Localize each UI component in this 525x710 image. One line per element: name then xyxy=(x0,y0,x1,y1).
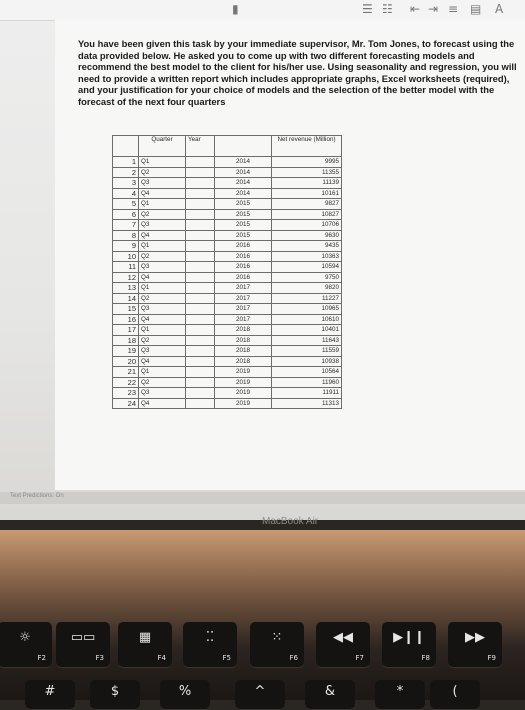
row-index: 19 xyxy=(113,346,139,357)
revenue-cell: 9820 xyxy=(272,283,342,294)
revenue-cell: 9630 xyxy=(272,230,342,241)
year-cell: 2017 xyxy=(215,314,272,325)
key-symbol: # xyxy=(44,684,56,699)
key-f3[interactable] xyxy=(56,622,110,668)
number-key[interactable] xyxy=(375,680,425,710)
table-header-row xyxy=(113,136,342,157)
keyboard-light-up-icon: ⁙ xyxy=(271,630,283,645)
year-cell: 2016 xyxy=(215,251,272,262)
row-index: 22 xyxy=(113,377,139,388)
year-cell: 2019 xyxy=(215,367,272,378)
year-cell: 2019 xyxy=(215,377,272,388)
revenue-cell: 11227 xyxy=(272,293,342,304)
year-cell-spacer xyxy=(186,314,215,325)
row-index: 2 xyxy=(113,167,139,178)
table-row xyxy=(113,398,342,409)
quarter-cell: Q4 xyxy=(139,230,186,241)
row-index: 24 xyxy=(113,398,139,409)
brightness-up-icon: ☼ xyxy=(19,630,31,645)
revenue-cell: 9435 xyxy=(272,241,342,252)
year-cell: 2015 xyxy=(215,220,272,231)
year-cell: 2017 xyxy=(215,293,272,304)
header-spacer xyxy=(215,136,272,157)
launchpad-icon: ▦ xyxy=(138,630,152,645)
laptop-brand-label: MacBook Air xyxy=(262,516,319,527)
year-cell-spacer xyxy=(186,220,215,231)
year-cell: 2017 xyxy=(215,304,272,315)
task-paragraph: You have been given this task by your immediate supervisor, Mr. Tom Jones, to forecast using the data provided below. He asked you to come up with two different forecasting models and recommend the best model to the client for his/her use. Using seasonality and regression, you will need to provide a written report which includes appropriate graphs, Excel worksheets (required), and your justification for your choice of models and the selection of the better model with the forecast of the next four quarters xyxy=(78,38,517,107)
list-numbers-icon[interactable]: ☷ xyxy=(382,2,393,16)
header-quarter: Quarter xyxy=(139,136,186,157)
table-row xyxy=(113,367,342,378)
revenue-cell: 10938 xyxy=(272,356,342,367)
year-cell: 2018 xyxy=(215,325,272,336)
row-index: 23 xyxy=(113,388,139,399)
key-f5[interactable] xyxy=(183,622,237,668)
year-cell-spacer xyxy=(186,167,215,178)
quarter-cell: Q2 xyxy=(139,335,186,346)
revenue-cell: 10610 xyxy=(272,314,342,325)
key-f4[interactable] xyxy=(118,622,172,668)
year-cell: 2018 xyxy=(215,356,272,367)
table-row xyxy=(113,209,342,220)
row-index: 21 xyxy=(113,367,139,378)
year-cell: 2014 xyxy=(215,188,272,199)
header-index xyxy=(113,136,139,157)
key-label: F2 xyxy=(37,654,46,662)
revenue-cell: 9750 xyxy=(272,272,342,283)
table-row xyxy=(113,346,342,357)
year-cell-spacer xyxy=(186,293,215,304)
year-cell-spacer xyxy=(186,335,215,346)
revenue-cell: 10827 xyxy=(272,209,342,220)
quarter-cell: Q3 xyxy=(139,304,186,315)
row-index: 10 xyxy=(113,251,139,262)
year-cell: 2015 xyxy=(215,199,272,210)
year-cell-spacer xyxy=(186,262,215,273)
quarter-cell: Q2 xyxy=(139,251,186,262)
quarter-cell: Q3 xyxy=(139,346,186,357)
key-symbol: ( xyxy=(452,684,458,699)
quarter-cell: Q1 xyxy=(139,325,186,336)
revenue-table xyxy=(112,135,342,409)
quarter-cell: Q2 xyxy=(139,209,186,220)
year-cell: 2019 xyxy=(215,388,272,399)
table-row xyxy=(113,325,342,336)
quarter-cell: Q4 xyxy=(139,314,186,325)
number-key[interactable] xyxy=(25,680,75,710)
year-cell-spacer xyxy=(186,272,215,283)
row-index: 5 xyxy=(113,199,139,210)
color-marker-icon[interactable]: ▮ xyxy=(232,2,239,16)
key-symbol: $ xyxy=(110,684,120,699)
quarter-cell: Q4 xyxy=(139,272,186,283)
quarter-cell: Q4 xyxy=(139,188,186,199)
table-row xyxy=(113,304,342,315)
revenue-cell: 10965 xyxy=(272,304,342,315)
row-index: 20 xyxy=(113,356,139,367)
table-row xyxy=(113,241,342,252)
year-cell-spacer xyxy=(186,377,215,388)
revenue-cell: 11139 xyxy=(272,178,342,189)
revenue-cell: 11355 xyxy=(272,167,342,178)
revenue-cell: 10594 xyxy=(272,262,342,273)
table-row xyxy=(113,178,342,189)
quarter-cell: Q3 xyxy=(139,220,186,231)
year-cell-spacer xyxy=(186,209,215,220)
year-cell-spacer xyxy=(186,304,215,315)
number-key[interactable] xyxy=(235,680,285,710)
header-year: Year xyxy=(186,136,215,157)
key-label: F6 xyxy=(289,654,298,662)
number-key[interactable] xyxy=(305,680,355,710)
keyboard-deck xyxy=(0,530,525,700)
key-label: F5 xyxy=(222,654,231,662)
quarter-cell: Q1 xyxy=(139,199,186,210)
table-row xyxy=(113,272,342,283)
row-index: 15 xyxy=(113,304,139,315)
row-index: 16 xyxy=(113,314,139,325)
year-cell: 2017 xyxy=(215,283,272,294)
table-row xyxy=(113,220,342,231)
year-cell-spacer xyxy=(186,356,215,367)
style-icon[interactable]: ▤ xyxy=(470,2,482,16)
align-icon[interactable]: ≡ xyxy=(448,2,459,16)
quarter-cell: Q2 xyxy=(139,293,186,304)
year-cell-spacer xyxy=(186,251,215,262)
year-cell: 2018 xyxy=(215,335,272,346)
key-symbol: % xyxy=(178,684,192,699)
year-cell-spacer xyxy=(186,388,215,399)
table-row xyxy=(113,167,342,178)
year-cell-spacer xyxy=(186,178,215,189)
row-index: 14 xyxy=(113,293,139,304)
year-cell-spacer xyxy=(186,346,215,357)
row-index: 11 xyxy=(113,262,139,273)
text-predictions-status: Text Predictions: On xyxy=(10,493,64,499)
revenue-cell: 9827 xyxy=(272,199,342,210)
key-label: F7 xyxy=(355,654,364,662)
key-f8[interactable] xyxy=(382,622,436,668)
key-symbol: ^ xyxy=(254,684,266,699)
year-cell: 2018 xyxy=(215,346,272,357)
key-f2[interactable] xyxy=(0,622,52,668)
year-cell-spacer xyxy=(186,367,215,378)
document-toolbar xyxy=(0,0,525,21)
revenue-cell: 10564 xyxy=(272,367,342,378)
row-index: 7 xyxy=(113,220,139,231)
row-index: 1 xyxy=(113,157,139,168)
year-cell: 2019 xyxy=(215,398,272,409)
revenue-cell: 10706 xyxy=(272,220,342,231)
number-key[interactable] xyxy=(90,680,140,710)
year-cell-spacer xyxy=(186,157,215,168)
number-key[interactable] xyxy=(160,680,210,710)
year-cell-spacer xyxy=(186,199,215,210)
year-cell: 2015 xyxy=(215,209,272,220)
year-cell-spacer xyxy=(186,325,215,336)
revenue-cell: 10401 xyxy=(272,325,342,336)
quarter-cell: Q1 xyxy=(139,241,186,252)
key-f9[interactable] xyxy=(448,622,502,668)
mission-control-icon: ▭▭ xyxy=(70,630,96,645)
fast-forward-icon: ▶▶ xyxy=(465,630,485,645)
table-row xyxy=(113,188,342,199)
row-index: 4 xyxy=(113,188,139,199)
quarter-cell: Q4 xyxy=(139,356,186,367)
list-bullets-icon[interactable]: ☰ xyxy=(362,2,373,16)
table-row xyxy=(113,157,342,168)
quarter-cell: Q1 xyxy=(139,157,186,168)
table-row xyxy=(113,356,342,367)
year-cell: 2016 xyxy=(215,272,272,283)
year-cell-spacer xyxy=(186,283,215,294)
indent-icon[interactable]: ⇤ xyxy=(410,2,421,16)
year-cell-spacer xyxy=(186,230,215,241)
key-f7[interactable] xyxy=(316,622,370,668)
status-bar xyxy=(0,492,525,504)
row-index: 9 xyxy=(113,241,139,252)
revenue-cell: 9995 xyxy=(272,157,342,168)
key-label: F4 xyxy=(157,654,166,662)
keyboard-light-down-icon: ⁚⁚ xyxy=(205,630,215,645)
table-row xyxy=(113,314,342,325)
number-key[interactable] xyxy=(430,680,480,710)
play-pause-icon: ▶❙❙ xyxy=(393,630,425,645)
table-row xyxy=(113,283,342,294)
revenue-cell: 11313 xyxy=(272,398,342,409)
quarter-cell: Q2 xyxy=(139,167,186,178)
key-label: F3 xyxy=(95,654,104,662)
rewind-icon: ◀◀ xyxy=(333,630,353,645)
year-cell: 2014 xyxy=(215,157,272,168)
revenue-cell: 11643 xyxy=(272,335,342,346)
year-cell-spacer xyxy=(186,241,215,252)
text-effects-icon[interactable]: A xyxy=(495,2,504,16)
quarter-cell: Q1 xyxy=(139,367,186,378)
revenue-cell: 11960 xyxy=(272,377,342,388)
outdent-icon[interactable]: ⇥ xyxy=(428,2,439,16)
table-row xyxy=(113,335,342,346)
year-cell: 2015 xyxy=(215,230,272,241)
year-cell-spacer xyxy=(186,398,215,409)
quarter-cell: Q4 xyxy=(139,398,186,409)
year-cell: 2014 xyxy=(215,167,272,178)
key-label: F8 xyxy=(421,654,430,662)
year-cell: 2016 xyxy=(215,241,272,252)
key-f6[interactable] xyxy=(250,622,304,668)
quarter-cell: Q1 xyxy=(139,283,186,294)
row-index: 17 xyxy=(113,325,139,336)
row-index: 6 xyxy=(113,209,139,220)
year-cell: 2014 xyxy=(215,178,272,189)
table-row xyxy=(113,293,342,304)
row-index: 18 xyxy=(113,335,139,346)
revenue-cell: 10363 xyxy=(272,251,342,262)
key-symbol: & xyxy=(324,684,336,699)
header-revenue: Net revenue (Million) xyxy=(272,136,342,157)
revenue-cell: 11559 xyxy=(272,346,342,357)
quarter-cell: Q3 xyxy=(139,262,186,273)
revenue-cell: 10161 xyxy=(272,188,342,199)
table-row xyxy=(113,377,342,388)
year-cell-spacer xyxy=(186,188,215,199)
quarter-cell: Q3 xyxy=(139,178,186,189)
key-symbol: * xyxy=(396,684,404,699)
row-index: 13 xyxy=(113,283,139,294)
table-row xyxy=(113,230,342,241)
quarter-cell: Q3 xyxy=(139,388,186,399)
year-cell: 2016 xyxy=(215,262,272,273)
row-index: 12 xyxy=(113,272,139,283)
row-index: 3 xyxy=(113,178,139,189)
revenue-cell: 11911 xyxy=(272,388,342,399)
table-row xyxy=(113,251,342,262)
table-row xyxy=(113,262,342,273)
table-row xyxy=(113,199,342,210)
quarter-cell: Q2 xyxy=(139,377,186,388)
table-row xyxy=(113,388,342,399)
row-index: 8 xyxy=(113,230,139,241)
key-label: F9 xyxy=(487,654,496,662)
